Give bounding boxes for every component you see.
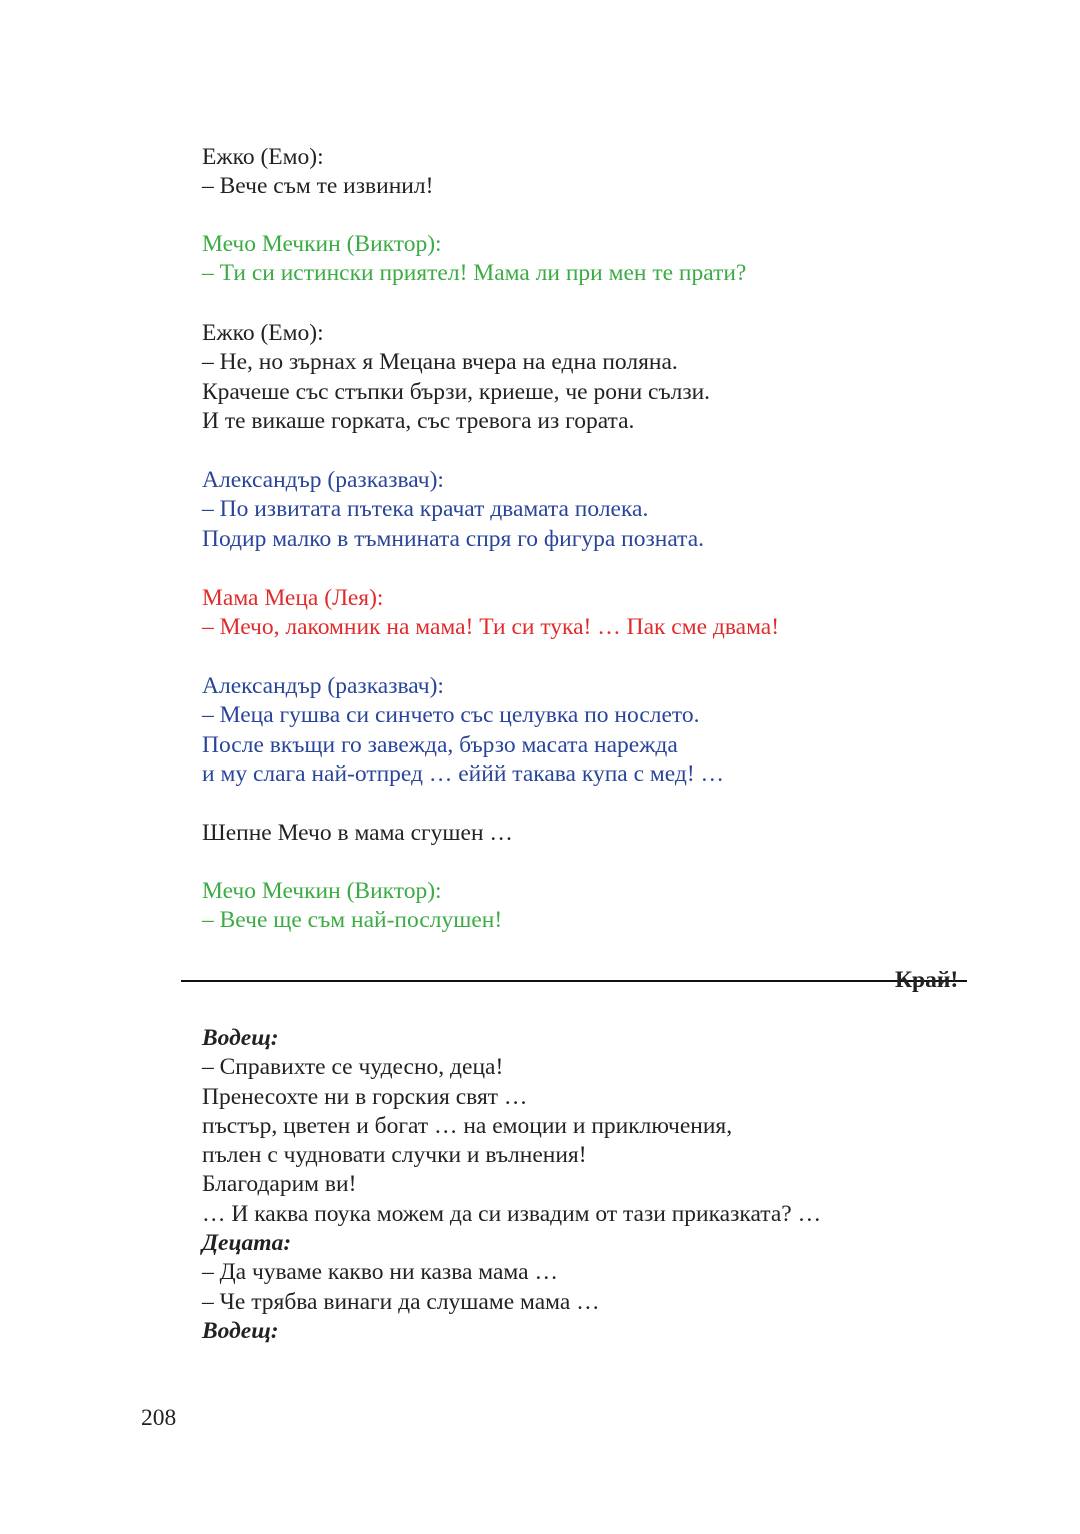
dialogue-line: – Мечо, лакомник на мама! Ти си тука! … Пак сме двама! [202, 614, 780, 641]
epilogue-line: … И каква поука можем да си извадим от тази приказката? … [202, 1200, 822, 1227]
dialogue-line: и му слага най-отпред … еййй такава купа с мед! … [202, 760, 725, 787]
epilogue-line: Благодарим ви! [202, 1171, 357, 1198]
dialogue-line: После вкъщи го завежда, бързо масата нарежда [202, 731, 678, 758]
speaker-label: Ежко (Емо): [202, 320, 324, 346]
narration-line [202, 819, 982, 848]
dialogue-line: – Ти си истински приятел! Мама ли при мен те прати? [202, 260, 747, 287]
epilogue-block [202, 1024, 982, 1346]
end-label: Край! [895, 967, 959, 993]
epilogue-line: – Справихте се чудесно, деца! [202, 1054, 504, 1081]
dialogue-line: – По извитата пътека крачат двамата полека. [202, 496, 649, 523]
epilogue-line: – Да чуваме какво ни казва мама … [202, 1259, 558, 1286]
speaker-label: Децата: [202, 1230, 292, 1257]
epilogue-line: – Че трябва винаги да слушаме мама … [202, 1288, 600, 1315]
speaker-label: Водещ: [202, 1317, 279, 1344]
epilogue-line: пъстър, цветен и богат … на емоции и приключения, [202, 1112, 733, 1139]
dialogue-line: Шепне Мечо в мама сгушен … [202, 820, 513, 846]
epilogue-line: Пренесохте ни в горския свят … [202, 1083, 528, 1110]
speaker-label: Ежко (Емо): [202, 144, 324, 170]
dialogue-line: – Меца гушва си синчето със целувка по нослето. [202, 702, 700, 729]
dialogue-block-mama-meca [202, 584, 982, 643]
dialogue-line: – Не, но зърнах я Мецана вчера на една поляна. [202, 349, 678, 376]
speaker-label: Александър (разказвач): [202, 467, 444, 493]
dialogue-line: – Вече съм те извинил! [202, 173, 434, 200]
dialogue-block-ezhko-1 [202, 143, 982, 202]
page-number: 208 [141, 1405, 177, 1431]
dialogue-line: И те викаше горката, със тревога из гората. [202, 407, 635, 434]
speaker-label: Мечо Мечкин (Виктор): [202, 878, 442, 904]
speaker-label: Александър (разказвач): [202, 673, 444, 699]
end-divider-line [181, 980, 967, 982]
dialogue-block-narrator-1 [202, 466, 982, 554]
speaker-label: Мечо Мечкин (Виктор): [202, 231, 442, 257]
speaker-label: Мама Меца (Лея): [202, 585, 384, 611]
dialogue-line: Крачеше със стъпки бързи, криеше, че рони сълзи. [202, 378, 711, 405]
dialogue-line: – Вече ще съм най-послушен! [202, 907, 503, 934]
dialogue-block-ezhko-2 [202, 319, 982, 436]
dialogue-block-mecho-2 [202, 877, 982, 936]
dialogue-block-narrator-2 [202, 672, 982, 789]
epilogue-line: пълен с чудновати случки и вълнения! [202, 1142, 587, 1169]
speaker-label: Водещ: [202, 1025, 279, 1051]
dialogue-block-mecho-1 [202, 230, 982, 289]
dialogue-line: Подир малко в тъмнината спря го фигура позната. [202, 525, 705, 552]
